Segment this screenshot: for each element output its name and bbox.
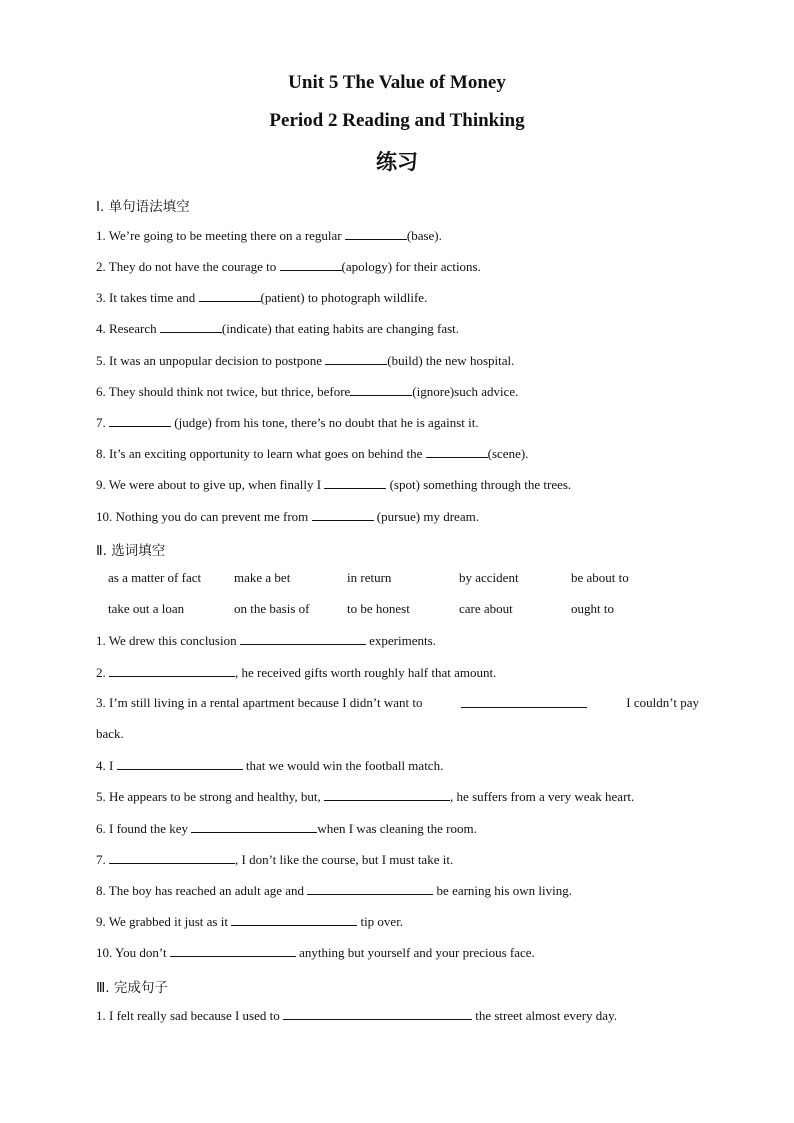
answer-blank[interactable] — [170, 944, 296, 957]
word-bank-item: as a matter of fact — [108, 570, 202, 585]
answer-blank[interactable] — [345, 227, 407, 240]
s2-question-8: 8. The boy has reached an adult age and be earning his own living. — [96, 883, 572, 898]
answer-blank[interactable] — [312, 508, 374, 521]
word-bank-item: take out a loan — [108, 601, 185, 616]
word-bank-item: make a bet — [234, 570, 291, 585]
s2-question-3-cont: back. — [96, 726, 124, 741]
answer-blank[interactable] — [324, 788, 450, 801]
s1-question-3: 3. It takes time and (patient) to photograph wildlife. — [96, 290, 428, 305]
s1-question-10: 10. Nothing you do can prevent me from (pursue) my dream. — [96, 509, 479, 524]
section-3-heading: Ⅲ. 完成句子 — [96, 980, 168, 996]
s2-question-10: 10. You don’t anything but yourself and your precious face. — [96, 945, 535, 960]
answer-blank[interactable] — [426, 445, 488, 458]
answer-blank[interactable] — [325, 352, 387, 365]
answer-blank[interactable] — [324, 476, 386, 489]
answer-blank[interactable] — [280, 258, 342, 271]
answer-blank[interactable] — [160, 320, 222, 333]
s2-question-7: 7. , I don’t like the course, but I must take it. — [96, 852, 454, 867]
answer-blank[interactable] — [199, 289, 261, 302]
s1-question-9: 9. We were about to give up, when finally I (spot) something through the trees. — [96, 477, 572, 492]
s2-question-6: 6. I found the key when I was cleaning the room. — [96, 821, 477, 836]
s2-question-2: 2. , he received gifts worth roughly half that amount. — [96, 665, 497, 680]
s2-question-1: 1. We drew this conclusion experiments. — [96, 633, 436, 648]
s1-question-4: 4. Research (indicate) that eating habits are changing fast. — [96, 321, 460, 336]
s2-question-4: 4. I that we would win the football match. — [96, 758, 444, 773]
s2-question-5: 5. He appears to be strong and healthy, but, , he suffers from a very weak heart. — [96, 789, 635, 804]
word-bank-item: be about to — [571, 570, 629, 585]
word-bank-item: ought to — [571, 601, 614, 616]
s1-question-7: 7. (judge) from his tone, there’s no doubt that he is against it. — [96, 415, 479, 430]
s1-question-1: 1. We’re going to be meeting there on a regular (base). — [96, 228, 442, 243]
answer-blank[interactable] — [283, 1007, 472, 1020]
answer-blank[interactable] — [109, 414, 171, 427]
word-bank-item: on the basis of — [234, 601, 310, 616]
s2-question-9: 9. We grabbed it just as it tip over. — [96, 914, 404, 929]
answer-blank[interactable] — [231, 913, 357, 926]
s2-question-3: 3. I’m still living in a rental apartment because I didn’t want to I couldn’t pay — [96, 695, 699, 710]
section-2-heading: Ⅱ. 选词填空 — [96, 543, 166, 559]
answer-blank[interactable] — [240, 632, 366, 645]
word-bank-item: by accident — [459, 570, 519, 585]
answer-blank[interactable] — [109, 851, 235, 864]
word-bank-item: to be honest — [347, 601, 410, 616]
answer-blank[interactable] — [307, 882, 433, 895]
s1-question-2: 2. They do not have the courage to (apology) for their actions. — [96, 259, 481, 274]
exercise-title: 练习 — [376, 150, 418, 174]
unit-title: Unit 5 The Value of Money — [288, 72, 506, 93]
answer-blank[interactable] — [117, 757, 243, 770]
word-bank-item: in return — [347, 570, 392, 585]
answer-blank[interactable] — [191, 820, 317, 833]
word-bank-item: care about — [459, 601, 513, 616]
answer-blank[interactable] — [109, 664, 235, 677]
s1-question-5: 5. It was an unpopular decision to postpone (build) the new hospital. — [96, 353, 515, 368]
s1-question-6: 6. They should think not twice, but thrice, before (ignore)such advice. — [96, 384, 519, 399]
period-title: Period 2 Reading and Thinking — [269, 110, 525, 131]
s1-question-8: 8. It’s an exciting opportunity to learn what goes on behind the (scene). — [96, 446, 529, 461]
answer-blank[interactable] — [461, 695, 587, 708]
answer-blank[interactable] — [350, 383, 412, 396]
section-1-heading: Ⅰ. 单句语法填空 — [96, 199, 190, 215]
s3-question-1: 1. I felt really sad because I used to the street almost every day. — [96, 1008, 617, 1023]
